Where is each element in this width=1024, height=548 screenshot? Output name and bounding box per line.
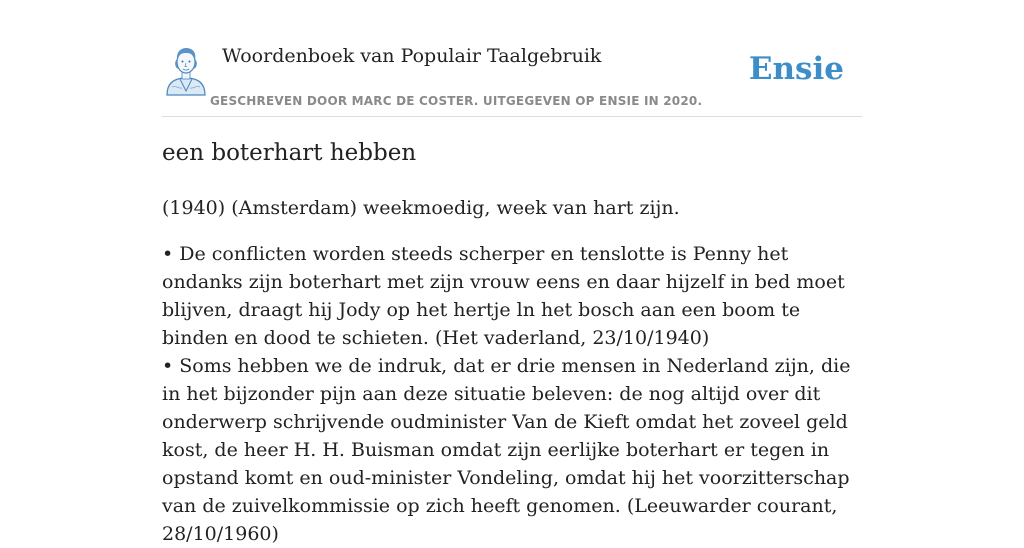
quote-item: • De conflicten worden steeds scherper en tenslotte is Penny het ondanks zijn boterhart met zijn vrouw eens en daar hijzelf in bed moet blijven, draagt hij Jody op het hertje ln het bosch aan een boom te binden en dood te schieten. (Het vaderland, 23/10/1940) (162, 243, 845, 349)
author-byline: GESCHREVEN DOOR MARC DE COSTER. UITGEGEVEN OP ENSIE IN 2020. (210, 94, 703, 108)
entry-page (162, 0, 862, 545)
author-portrait-icon (164, 45, 208, 95)
ensie-logo-link[interactable]: Ensie (748, 51, 844, 87)
book-title[interactable]: Woordenboek van Populair Taalgebruik (222, 45, 602, 67)
page-header (162, 0, 862, 117)
quote-item: • Soms hebben we de indruk, dat er drie mensen in Nederland zijn, die in het bijzonder pijn aan deze situatie beleven: de nog altijd over dit onderwerp schrijvende oudminister Van de Kieft omdat het zoveel geld kost, de heer H. H. Buisman omdat zijn eerlijke boterhart er tegen in opstand komt en oud-minister Vondeling, omdat hij het voorzitterschap van de zuivelkommissie op zich heeft genomen. (Leeuwarder courant, 28/10/1960) (162, 355, 851, 545)
entry-definition: (1940) (Amsterdam) weekmoedig, week van hart zijn. (162, 197, 680, 219)
entry-quotes (162, 240, 862, 548)
entry-term: een boterhart hebben (162, 140, 417, 166)
